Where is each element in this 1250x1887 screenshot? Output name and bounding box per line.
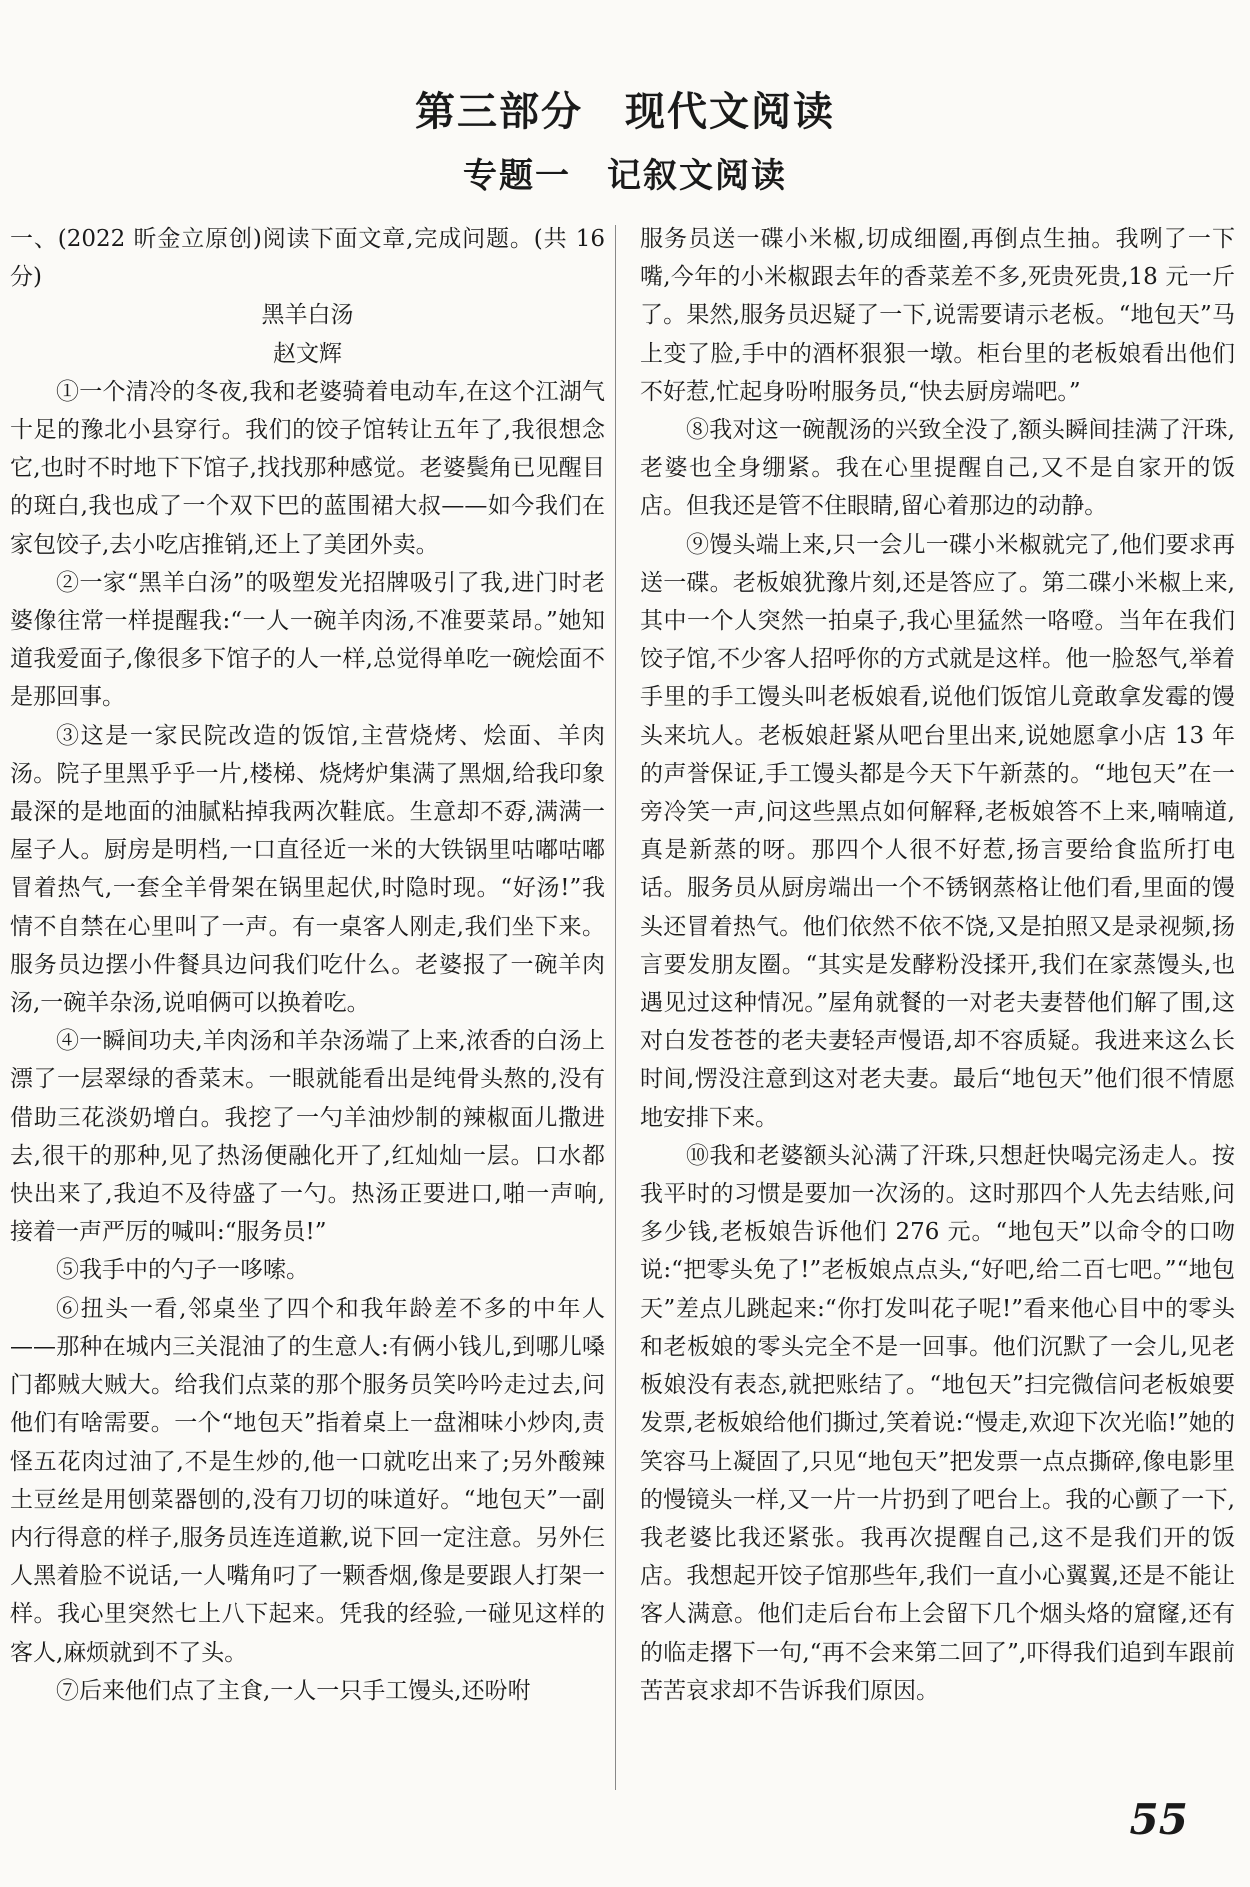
paragraph-10: ⑩我和老婆额头沁满了汗珠,只想赶快喝完汤走人。按我平时的习惯是要加一次汤的。这时那四个人先去结账,问多少钱,老板娘告诉他们 276 元。“地包天”以命令的口吻说:“把零头免了!”老板娘点点头,“好吧,给二百七吧。”“地包天”差点儿跳起来:“你打发叫花子呢!”看来他心目中的零头和老板娘的零头完全不是一回事。他们沉默了一会儿,见老板娘没有表态,就把账结了。“地包天”扫完微信问老板娘要发票,老板娘给他们撕过,笑着说:“慢走,欢迎下次光临!”她的笑容马上凝固了,只见“地包天”把发票一点点撕碎,像电影里的慢镜头一样,又一片一片扔到了吧台上。我的心颤了一下,我老婆比我还紧张。我再次提醒自己,这不是我们开的饭店。我想起开饺子馆那些年,我们一直小心翼翼,还是不能让客人满意。他们走后台布上会留下几个烟头烙的窟窿,还有的临走撂下一句,“再不会来第二回了”,吓得我们追到车跟前苦苦哀求却不告诉我们原因。 — [640, 1142, 1235, 1704]
essay-title: 黑羊白汤 — [261, 302, 354, 329]
paragraph-9: ⑨馒头端上来,只一会儿一碟小米椒就完了,他们要求再送一碟。老板娘犹豫片刻,还是答应了。第二碟小米椒上来,其中一个人突然一拍桌子,我心里猛然一咯噔。当年在我们饺子馆,不少客人招呼你的方式就是这样。他一脸怒气,举着手里的手工馒头叫老板娘看,说他们饭馆儿竟敢拿发霉的馒头来坑人。老板娘赶紧从吧台里出来,说她愿拿小店 13 年的声誉保证,手工馒头都是今天下午新蒸的。“地包天”在一旁冷笑一声,问这些黑点如何解释,老板娘答不上来,喃喃道,真是新蒸的呀。那四个人很不好惹,扬言要给食监所打电话。服务员从厨房端出一个不锈钢蒸格让他们看,里面的馒头还冒着热气。他们依然不依不饶,又是拍照又是录视频,扬言要发朋友圈。“其实是发酵粉没揉开,我们在家蒸馒头,也遇见过这种情况。”屋角就餐的一对老夫妻替他们解了围,这对白发苍苍的老夫妻轻声慢语,却不容质疑。我进来这么长时间,愣没注意到这对老夫妻。最后“地包天”他们很不情愿地安排下来。 — [640, 531, 1235, 1131]
essay-author: 赵文辉 — [273, 340, 342, 367]
paragraph-4: ④一瞬间功夫,羊肉汤和羊杂汤端了上来,浓香的白汤上漂了一层翠绿的香菜末。一眼就能看出是纯骨头熬的,没有借助三花淡奶增白。我挖了一勺羊油炒制的辣椒面儿撒进去,很干的那种,见了热汤便融化开了,红灿灿一层。口水都快出来了,我迫不及待盛了一勺。热汤正要进口,啪一声响,接着一声严厉的喊叫:“服务员!” — [10, 1028, 605, 1246]
right-column — [640, 220, 1235, 1710]
left-column — [10, 220, 605, 1710]
paragraph-1: ①一个清冷的冬夜,我和老婆骑着电动车,在这个江湖气十足的豫北小县穿行。我们的饺子馆转让五年了,我很想念它,也时不时地下下馆子,找找那种感觉。老婆鬓角已见醒目的斑白,我也成了一个双下巴的蓝围裙大叔——如今我们在家包饺子,去小吃店推销,还上了美团外卖。 — [10, 378, 605, 558]
part-title: 第三部分 现代文阅读 — [415, 89, 835, 135]
paragraph-8: ⑧我对这一碗靓汤的兴致全没了,额头瞬间挂满了汗珠,老婆也全身绷紧。我在心里提醒自己,又不是自家开的饭店。但我还是管不住眼睛,留心着那边的动静。 — [640, 417, 1235, 520]
paragraph-3: ③这是一家民院改造的饭馆,主营烧烤、烩面、羊肉汤。院子里黑乎乎一片,楼梯、烧烤炉集满了黑烟,给我印象最深的是地面的油腻粘掉我两次鞋底。生意却不孬,满满一屋子人。厨房是明档,一口直径近一米的大铁锅里咕嘟咕嘟冒着热气,一套全羊骨架在锅里起伏,时隐时现。“好汤!”我情不自禁在心里叫了一声。有一桌客人刚走,我们坐下来。服务员边摆小件餐具边问我们吃什么。老婆报了一碗羊肉汤,一碗羊杂汤,说咱俩可以换着吃。 — [10, 722, 605, 1017]
paragraph-5: ⑤我手中的勺子一哆嗦。 — [56, 1257, 309, 1284]
column-divider — [615, 225, 616, 1790]
question-intro: 一、(2022 昕金立原创)阅读下面文章,完成问题。(共 16 分) — [10, 226, 605, 291]
page-number: 55 — [1129, 1795, 1188, 1844]
paragraph-6: ⑥扭头一看,邻桌坐了四个和我年龄差不多的中年人——那种在城内三关混油了的生意人:有俩小钱儿,到哪儿嗓门都贼大贼大。给我们点菜的那个服务员笑吟吟走过去,问他们有啥需要。一个“地包天”指着桌上一盘湘味小炒肉,责怪五花肉过油了,不是生炒的,他一口就吃出来了;另外酸辣土豆丝是用刨菜器刨的,没有刀切的味道好。“地包天”一副内行得意的样子,服务员连连道歉,说下回一定注意。另外仨人黑着脸不说话,一人嘴角叼了一颗香烟,像是要跟人打架一样。我心里突然七上八下起来。凭我的经验,一碰见这样的客人,麻烦就到不了头。 — [10, 1295, 605, 1666]
paragraph-2: ②一家“黑羊白汤”的吸塑发光招牌吸引了我,进门时老婆像往常一样提醒我:“一人一碗羊肉汤,不准要菜昂。”她知道我爱面子,像很多下馆子的人一样,总觉得单吃一碗烩面不是那回事。 — [10, 569, 605, 711]
paragraph-7: ⑦后来他们点了主食,一人一只手工馒头,还吩咐 — [56, 1677, 531, 1704]
topic-title: 专题一 记叙文阅读 — [463, 156, 787, 196]
paragraph-7-continued: 服务员送一碟小米椒,切成细圈,再倒点生抽。我咧了一下嘴,今年的小米椒跟去年的香菜差不多,死贵死贵,18 元一斤了。果然,服务员迟疑了一下,说需要请示老板。“地包天”马上变了脸,手中的酒杯狠狠一墩。柜台里的老板娘看出他们不好惹,忙起身吩咐服务员,“快去厨房端吧。” — [640, 226, 1235, 405]
